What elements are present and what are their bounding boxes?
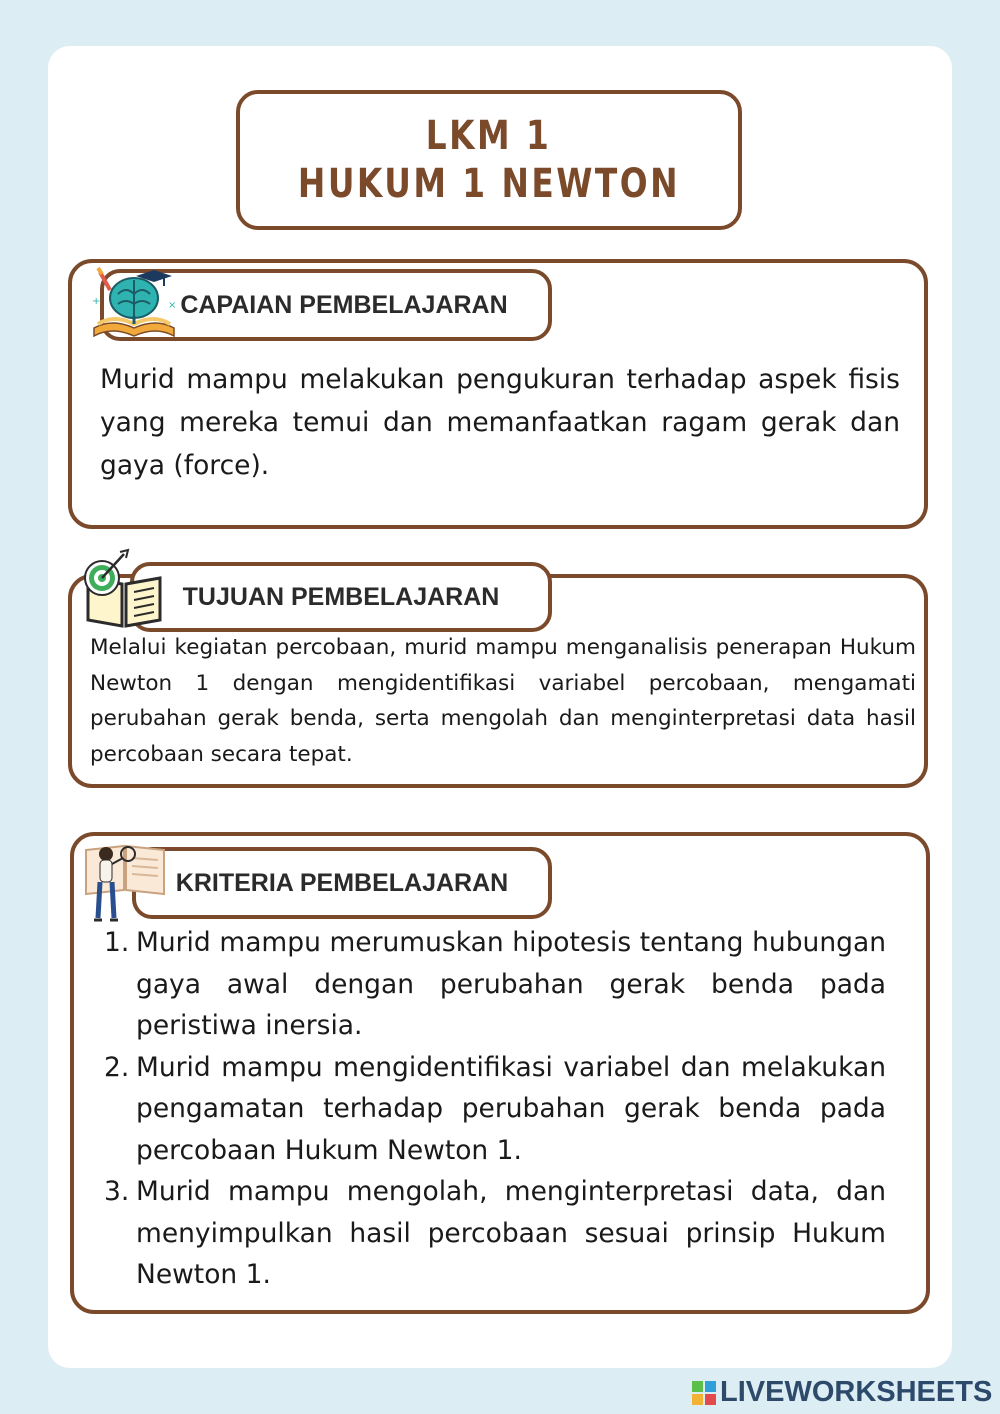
title-line-1: LKM 1 bbox=[426, 113, 552, 159]
brain-book-icon bbox=[88, 264, 180, 342]
target-book-icon bbox=[82, 548, 166, 630]
svg-text:×: × bbox=[168, 300, 177, 311]
capaian-text: Murid mampu melakukan pengukuran terhadap aspek fisis yang mereka temui dan memanfaatkan ragam gerak dan gaya (force). bbox=[100, 364, 900, 481]
list-item-number: 2. bbox=[104, 1051, 130, 1083]
list-item-text: Murid mampu mengolah, menginterpretasi data, dan menyimpulkan hasil percobaan sesuai prinsip Hukum Newton 1. bbox=[136, 1176, 886, 1290]
list-item bbox=[104, 922, 886, 1047]
list-item-number: 1. bbox=[104, 927, 130, 958]
kriteria-heading: KRITERIA PEMBELAJARAN bbox=[132, 847, 552, 919]
list-item-number: 3. bbox=[104, 1176, 130, 1207]
list-item bbox=[104, 1171, 886, 1296]
title-line-2: HUKUM 1 NEWTON bbox=[297, 161, 681, 207]
liveworksheets-logo bbox=[692, 1381, 716, 1405]
list-item-text: Murid mampu mengidentifikasi variabel dan melakukan pengamatan terhadap perubahan gerak benda pada percobaan Hukum Newton 1. bbox=[136, 1051, 886, 1166]
student-magnifier-icon bbox=[84, 840, 168, 926]
liveworksheets-watermark[interactable] bbox=[692, 1376, 992, 1409]
watermark-text: LIVEWORKSHEETS bbox=[720, 1376, 993, 1408]
title-box bbox=[236, 90, 742, 230]
svg-text:+: + bbox=[92, 296, 101, 307]
tujuan-heading: TUJUAN PEMBELAJARAN bbox=[130, 562, 552, 632]
tujuan-text: Melalui kegiatan percobaan, murid mampu menganalisis penerapan Hukum Newton 1 dengan mengidentifikasi variabel percobaan, mengamati perubahan gerak benda, serta mengolah dan menginterpretasi data hasil percobaan secara tepat. bbox=[90, 635, 916, 767]
kriteria-list bbox=[104, 922, 886, 1296]
list-item-text: Murid mampu merumuskan hipotesis tentang hubungan gaya awal dengan perubahan gerak benda pada peristiwa inersia. bbox=[136, 927, 886, 1041]
capaian-heading: CAPAIAN PEMBELAJARAN bbox=[100, 269, 552, 341]
list-item bbox=[104, 1047, 886, 1172]
